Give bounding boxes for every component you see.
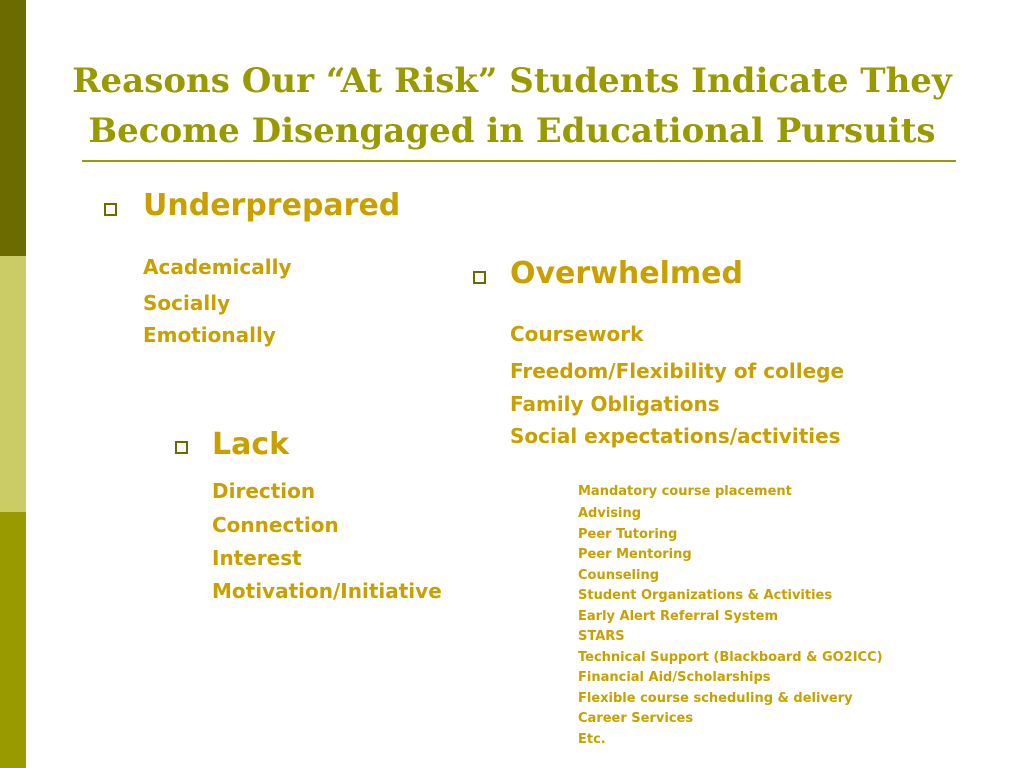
resource-item: Technical Support (Blackboard & GO2ICC) [578, 650, 883, 665]
sidebar-segment-light [0, 256, 26, 512]
sidebar-segment-dark [0, 0, 26, 256]
item-motivation: Motivation/Initiative [212, 579, 442, 603]
heading-overwhelmed: Overwhelmed [510, 256, 743, 291]
item-social-expectations: Social expectations/activities [510, 424, 841, 448]
heading-lack: Lack [212, 427, 290, 462]
item-socially: Socially [143, 291, 231, 315]
resource-item: Peer Mentoring [578, 547, 692, 562]
item-academically: Academically [143, 255, 292, 279]
item-coursework: Coursework [510, 322, 644, 346]
title-line-1: Reasons Our “At Risk” Students Indicate They [72, 61, 952, 101]
title-divider [82, 160, 956, 162]
bullet-icon [473, 271, 486, 284]
title-line-2: Become Disengaged in Educational Pursuits [88, 111, 936, 151]
resource-item: Etc. [578, 732, 606, 747]
item-interest: Interest [212, 546, 302, 570]
item-connection: Connection [212, 513, 339, 537]
resource-item: Advising [578, 506, 642, 521]
resource-item: Peer Tutoring [578, 527, 678, 542]
bullet-icon [104, 203, 117, 216]
heading-underprepared: Underprepared [143, 188, 401, 223]
resource-item: Flexible course scheduling & delivery [578, 691, 853, 706]
slide-title [40, 56, 984, 156]
bullet-icon [175, 441, 188, 454]
resource-item: STARS [578, 629, 625, 644]
sidebar-decoration [0, 0, 26, 768]
resource-item: Mandatory course placement [578, 484, 792, 499]
resource-item: Counseling [578, 568, 660, 583]
resource-item: Financial Aid/Scholarships [578, 670, 771, 685]
item-freedom-flexibility: Freedom/Flexibility of college [510, 359, 845, 383]
item-emotionally: Emotionally [143, 323, 276, 347]
resource-item: Student Organizations & Activities [578, 588, 833, 603]
item-direction: Direction [212, 479, 316, 503]
sidebar-segment-mid [0, 512, 26, 768]
resource-item: Career Services [578, 711, 694, 726]
item-family-obligations: Family Obligations [510, 392, 720, 416]
resource-item: Early Alert Referral System [578, 609, 779, 624]
